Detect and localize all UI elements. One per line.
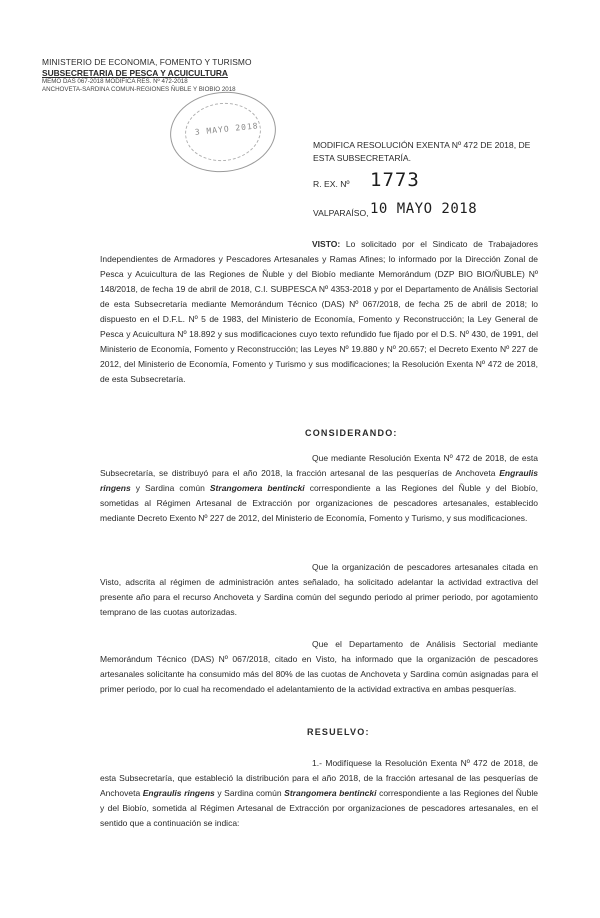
considerando-paragraph-2: [100, 560, 538, 620]
considerando-2-text: Que la organización de pescadores artesanales citada en Visto, adscrita al régimen de administración antes señalado, ha solicitado adelantar la actividad extractiva del presente año para el recurso Anchoveta y Sardina común del segundo periodo al primer periodo, por agotamiento temprano de las cuotas autorizadas.: [100, 562, 538, 617]
considerando-3-text: Que el Departamento de Análisis Sectorial mediante Memorándum Técnico (DAS) Nº 067/2018, citado en Visto, ha informado que la organización de pescadores artesanales solicitante ha consumido más del 80% de las cuotas de Anchoveta y Sardina común asignadas para el primer periodo, por lo cual ha recomendado el adelantamiento de la actividad extractiva en ambas pesquerías.: [100, 639, 538, 694]
visto-text: Lo solicitado por el Sindicato de Trabajadores Independientes de Armadores y Pescadores Artesanales y Ramas Afines; lo informado por la Dirección Zonal de Pesca y Acuicultura de las Regiones de Ñuble y del Biobío mediante Memorándum (DZP BIO BIO/ÑUBLE) Nº 148/2018, de fecha 19 de abril de 2018, C.I. SUBPESCA Nº 4353-2018 y por el Departamento de Análisis Sectorial de esta Subsecretaría mediante Memorándum Técnico (DAS) Nº 067/2018, de fecha 25 de abril de 2018; lo dispuesto en el D.F.L. Nº 5 de 1983, del Ministerio de Economía, Fomento y Reconstrucción; la Ley General de Pesca y Acuicultura Nº 18.892 y sus modificaciones cuyo texto refundido fue fijado por el D.S. Nº 430, de 1991, del Ministerio de Economía, Fomento y Reconstrucción; las Leyes Nº 19.880 y Nº 20.657; el Decreto Exento Nº 227 de 2012, del Ministerio de Economía, Fomento y Turismo y sus modificaciones; la Resolución Exenta Nº 472 de 2018, de esta Subsecretaría.: [100, 239, 538, 384]
considerando-heading: CONSIDERANDO:: [305, 428, 398, 438]
considerando-1-text-b: y Sardina común: [130, 483, 210, 493]
considerando-1-text-c: correspondiente a las Regiones del Ñuble y del Biobío, sometidas al Régimen Artesanal de Extracción por organizaciones de pescadores artesanales, establecido mediante Decreto Exento Nº 227 de 2012, del Ministerio de Economía, Fomento y Turismo, y sus modificaciones.: [100, 483, 539, 523]
resolution-date: 10 MAYO 2018: [370, 201, 478, 217]
species-anchoveta: Engraulis ringens: [100, 468, 538, 493]
considerando-paragraph-3: [100, 637, 538, 697]
resolution-number: 1773: [370, 169, 420, 191]
visto-label: VISTO:: [312, 239, 341, 249]
document-subject: MODIFICA RESOLUCIÓN EXENTA Nº 472 DE 2018, DE ESTA SUBSECRETARÍA.: [313, 140, 531, 163]
stamp-date: 3 MAYO 2018: [194, 121, 259, 137]
considerando-paragraph-1: [100, 451, 538, 526]
letterhead: [42, 57, 282, 94]
resuelvo-species-anchoveta: Engraulis ringens: [142, 788, 215, 798]
resuelvo-paragraph-1: [100, 756, 538, 831]
resuelvo-1-text-a: 1.- Modifíquese la Resolución Exenta Nº 472 de 2018, de esta Subsecretaría, que estableció la distribución para el año 2018, de la fracción artesanal de las pesquerías de Anchoveta: [100, 758, 538, 798]
resolution-label: R. EX. Nº: [313, 179, 350, 189]
resolution-city: VALPARAÍSO,: [313, 208, 369, 218]
reference-line-1: MEMO DAS 067-2018 MODIFICA RES. Nº 472-2018: [42, 78, 188, 85]
considerando-1-text-a: Que mediante Resolución Exenta Nº 472 de 2018, de esta Subsecretaría, se distribuyó para el año 2018, la fracción artesanal de las pesquerías de Anchoveta: [100, 453, 538, 478]
resuelvo-1-text-c: correspondiente a las Regiones del Ñuble y del Biobío, sometida al Régimen Artesanal de Extracción por organizaciones de pescadores artesanales, en el sentido que a continuación se indica:: [100, 788, 538, 828]
resuelvo-species-sardina: Strangomera bentincki: [284, 788, 377, 798]
reference-line-2: ANCHOVETA-SARDINA COMUN-REGIONES ÑUBLE Y BIOBIO 2018: [42, 86, 236, 94]
resuelvo-heading: RESUELVO:: [307, 727, 370, 737]
visto-paragraph: [100, 237, 538, 387]
official-stamp: [166, 87, 280, 178]
subsecretaria-name: SUBSECRETARIA DE PESCA Y ACUICULTURA: [42, 67, 228, 78]
ministry-name: MINISTERIO DE ECONOMIA, FOMENTO Y TURISMO: [42, 57, 252, 67]
resuelvo-1-text-b: y Sardina común: [214, 788, 285, 798]
species-sardina: Strangomera bentincki: [209, 483, 305, 493]
